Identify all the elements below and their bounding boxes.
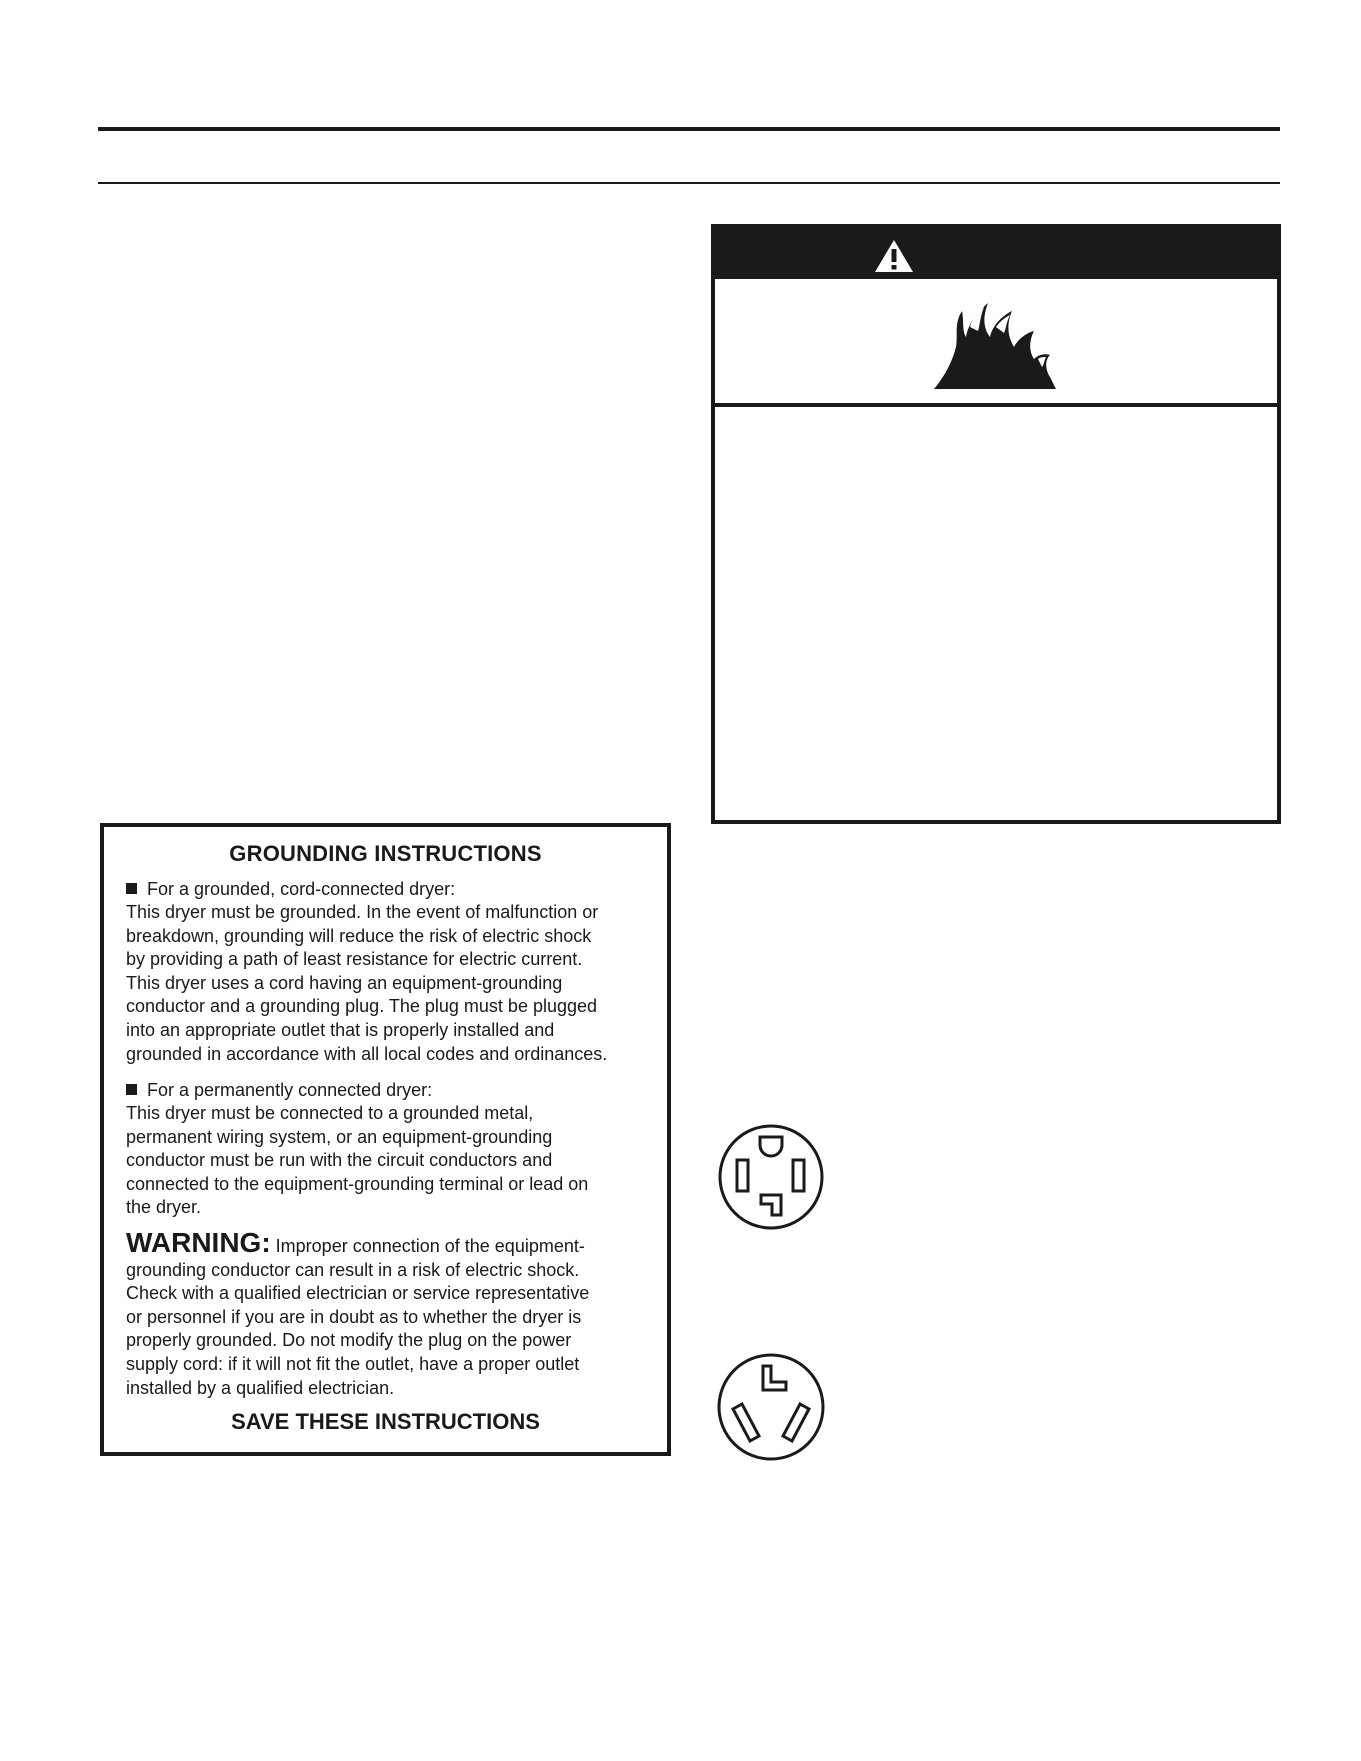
fire-warning-box bbox=[711, 224, 1281, 824]
save-instructions: SAVE THESE INSTRUCTIONS bbox=[231, 1409, 540, 1434]
paragraph-line: This dryer must be grounded. In the event of malfunction or bbox=[126, 902, 599, 922]
bullet-square-icon bbox=[126, 1084, 137, 1095]
section2-heading: For a permanently connected dryer: bbox=[147, 1080, 433, 1100]
section2-heading-line bbox=[126, 1078, 432, 1102]
paragraph-line: conductor and a grounding plug. The plug must be plugged bbox=[126, 996, 598, 1017]
paragraph-line: into an appropriate outlet that is properly installed and bbox=[126, 1019, 555, 1040]
warning-first-line bbox=[126, 1227, 661, 1259]
fire-symbol-area bbox=[715, 279, 1277, 407]
section1-paragraph bbox=[126, 901, 661, 1066]
warning-paragraph bbox=[126, 1227, 661, 1400]
warning-header-bar bbox=[715, 228, 1277, 279]
paragraph-line: This dryer must be connected to a grounded metal, bbox=[126, 1103, 534, 1123]
three-prong-outlet-icon bbox=[716, 1352, 826, 1462]
header-rule-top bbox=[98, 127, 1280, 131]
fire-icon bbox=[934, 297, 1059, 392]
grounding-title: GROUNDING INSTRUCTIONS bbox=[229, 841, 542, 866]
header-rule-second bbox=[98, 182, 1280, 184]
warning-triangle-icon bbox=[874, 239, 914, 273]
bullet-square-icon bbox=[126, 883, 137, 894]
paragraph-line: conductor must be run with the circuit conductors and bbox=[126, 1150, 553, 1171]
paragraph-line: properly grounded. Do not modify the plug on the power bbox=[126, 1330, 572, 1351]
warning-label: WARNING: bbox=[126, 1227, 271, 1258]
section1-heading: For a grounded, cord-connected dryer: bbox=[147, 879, 456, 899]
paragraph-line: grounding conductor can result in a risk of electric shock. bbox=[126, 1259, 580, 1280]
paragraph-line: This dryer uses a cord having an equipment-grounding bbox=[126, 972, 563, 993]
grounding-instructions-box bbox=[100, 823, 671, 1456]
section2-paragraph bbox=[126, 1102, 661, 1220]
paragraph-line: Check with a qualified electrician or service representative bbox=[126, 1283, 590, 1304]
paragraph-line: breakdown, grounding will reduce the risk of electric shock bbox=[126, 925, 592, 946]
paragraph-line: by providing a path of least resistance for electric current. bbox=[126, 949, 583, 970]
paragraph-line: permanent wiring system, or an equipment-grounding bbox=[126, 1126, 553, 1147]
paragraph-line: installed by a qualified electrician. bbox=[126, 1377, 395, 1398]
paragraph-line: supply cord: if it will not fit the outlet, have a proper outlet bbox=[126, 1353, 580, 1374]
warning-first-text: Improper connection of the equipment- bbox=[275, 1236, 585, 1256]
paragraph-line: or personnel if you are in doubt as to whether the dryer is bbox=[126, 1306, 582, 1327]
section1-heading-line bbox=[126, 877, 455, 901]
paragraph-line: connected to the equipment-grounding terminal or lead on bbox=[126, 1173, 589, 1194]
paragraph-line: grounded in accordance with all local codes and ordinances. bbox=[126, 1043, 608, 1064]
four-prong-outlet-icon bbox=[717, 1123, 825, 1231]
paragraph-line: the dryer. bbox=[126, 1197, 202, 1218]
